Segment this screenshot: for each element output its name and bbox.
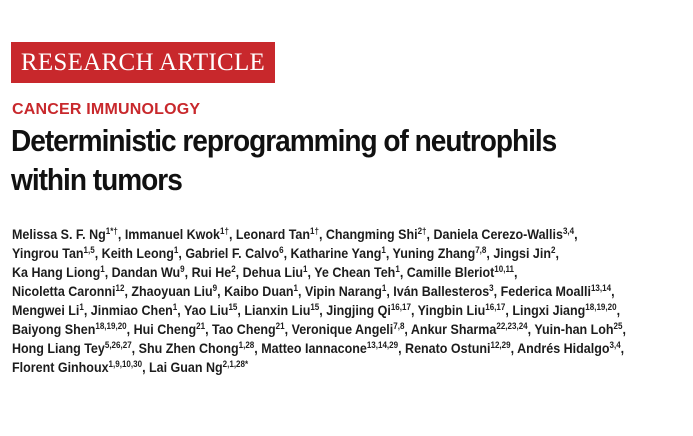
author bbox=[236, 226, 326, 242]
author-affiliation-marker: 3 bbox=[489, 283, 494, 293]
author-name: Melissa S. F. Ng bbox=[12, 226, 106, 242]
author bbox=[418, 302, 513, 318]
author-affiliation-marker: 12,29 bbox=[490, 340, 511, 350]
author bbox=[305, 283, 393, 299]
author-line bbox=[12, 225, 677, 244]
author-name: Zhaoyuan Liu bbox=[131, 283, 213, 299]
author-separator: , bbox=[398, 340, 406, 356]
author bbox=[91, 302, 184, 318]
author-affiliation-marker: 9 bbox=[180, 264, 185, 274]
author bbox=[12, 359, 149, 375]
author bbox=[12, 245, 102, 261]
author-separator: , bbox=[104, 264, 112, 280]
author bbox=[326, 302, 417, 318]
author-separator: , bbox=[83, 302, 91, 318]
author-name: Keith Leong bbox=[101, 245, 174, 261]
author-name: Daniela Cerezo-Wallis bbox=[433, 226, 563, 242]
author-separator: , bbox=[298, 283, 305, 299]
author-name: Federica Moalli bbox=[500, 283, 591, 299]
author-affiliation-marker: 6 bbox=[279, 245, 284, 255]
author-affiliation-marker: 1 bbox=[173, 245, 179, 255]
author-affiliation-marker: 3,4 bbox=[562, 226, 575, 236]
author-list bbox=[12, 225, 677, 377]
author-name: Leonard Tan bbox=[235, 226, 310, 242]
author bbox=[12, 302, 91, 318]
author bbox=[291, 245, 393, 261]
author-name: Rui He bbox=[191, 264, 232, 280]
author-affiliation-marker: 12 bbox=[115, 283, 125, 293]
author-affiliation-marker: 7,8 bbox=[393, 321, 405, 331]
author bbox=[512, 302, 620, 318]
author-separator: , bbox=[513, 264, 518, 280]
author-name: Yuning Zhang bbox=[392, 245, 476, 261]
author-separator: , bbox=[283, 245, 291, 261]
author-name: Mengwei Li bbox=[12, 302, 80, 318]
author-affiliation-marker: 10,11 bbox=[494, 264, 514, 274]
author-separator: , bbox=[178, 245, 186, 261]
author-name: Vipin Narang bbox=[304, 283, 382, 299]
author-line bbox=[12, 282, 677, 301]
author-name: Shu Zhen Chong bbox=[138, 340, 239, 356]
author-separator: , bbox=[131, 340, 139, 356]
author-separator: , bbox=[611, 283, 615, 299]
author bbox=[501, 283, 615, 299]
author-affiliation-marker: 9 bbox=[212, 283, 218, 293]
author-separator: , bbox=[620, 340, 625, 356]
author bbox=[393, 283, 500, 299]
author bbox=[212, 321, 292, 337]
article-title bbox=[11, 122, 618, 200]
author bbox=[314, 264, 406, 280]
author bbox=[12, 264, 112, 280]
author-affiliation-marker: 3,4 bbox=[609, 340, 621, 350]
author-affiliation-marker: 1 bbox=[79, 302, 84, 312]
author-affiliation-marker: 1 bbox=[381, 245, 386, 255]
author-separator: , bbox=[237, 302, 245, 318]
author bbox=[185, 245, 290, 261]
author-line bbox=[12, 320, 677, 339]
author bbox=[12, 283, 131, 299]
author bbox=[12, 226, 125, 242]
author-separator: , bbox=[616, 302, 621, 318]
author-affiliation-marker: 1,9,10,30 bbox=[108, 359, 143, 369]
author-name: Kaibo Duan bbox=[224, 283, 294, 299]
author-affiliation-marker: 21 bbox=[275, 321, 285, 331]
author-separator: , bbox=[318, 226, 326, 242]
author-separator: , bbox=[410, 302, 418, 318]
author-name: Camille Bleriot bbox=[406, 264, 495, 280]
author-name: Tao Cheng bbox=[212, 321, 276, 337]
author-affiliation-marker: 1 bbox=[303, 264, 308, 274]
author-affiliation-marker: 21 bbox=[196, 321, 206, 331]
author-separator: , bbox=[235, 264, 243, 280]
author-separator: , bbox=[426, 226, 434, 242]
title-line: within tumors bbox=[11, 163, 182, 197]
author-separator: , bbox=[386, 283, 394, 299]
author-name: Jingjing Qi bbox=[326, 302, 391, 318]
author bbox=[433, 226, 577, 242]
author bbox=[292, 321, 411, 337]
author-affiliation-marker: 2,1,28* bbox=[222, 359, 249, 369]
author bbox=[326, 226, 434, 242]
author-name: Gabriel F. Calvo bbox=[185, 245, 280, 261]
author-affiliation-marker: 22,23,24 bbox=[496, 321, 528, 331]
author-affiliation-marker: 25 bbox=[613, 321, 623, 331]
author-name: Dehua Liu bbox=[242, 264, 304, 280]
author-name: Lianxin Liu bbox=[244, 302, 311, 318]
author-name: Lai Guan Ng bbox=[149, 359, 223, 375]
author-line bbox=[12, 244, 677, 263]
author-line bbox=[12, 263, 677, 282]
author bbox=[407, 264, 518, 280]
author-affiliation-marker: 1*† bbox=[105, 226, 118, 236]
author-name: Yingrou Tan bbox=[12, 245, 84, 261]
author bbox=[244, 302, 326, 318]
author-affiliation-marker: 2 bbox=[231, 264, 236, 274]
author-separator: , bbox=[94, 245, 102, 261]
author-separator: , bbox=[399, 264, 407, 280]
author-separator: , bbox=[493, 283, 501, 299]
author-affiliation-marker: 7,8 bbox=[475, 245, 487, 255]
author-separator: , bbox=[184, 264, 192, 280]
author-separator: , bbox=[385, 245, 393, 261]
author-affiliation-marker: 1 bbox=[395, 264, 400, 274]
author bbox=[131, 283, 224, 299]
author-name: Dandan Wu bbox=[111, 264, 181, 280]
author-line bbox=[12, 358, 677, 377]
author-separator: , bbox=[217, 283, 225, 299]
author bbox=[411, 321, 534, 337]
article-type-banner: RESEARCH ARTICLE bbox=[11, 42, 275, 83]
author bbox=[243, 264, 315, 280]
author bbox=[112, 264, 192, 280]
author-name: Matteo Iannacone bbox=[261, 340, 367, 356]
author bbox=[102, 245, 186, 261]
author-affiliation-marker: 1† bbox=[309, 226, 319, 236]
author-affiliation-marker: 15 bbox=[228, 302, 238, 312]
section-label: CANCER IMMUNOLOGY bbox=[12, 101, 201, 118]
author-separator: , bbox=[404, 321, 411, 337]
author-affiliation-marker: 2† bbox=[417, 226, 427, 236]
author-name: Changming Shi bbox=[325, 226, 418, 242]
author-name: Iván Ballesteros bbox=[393, 283, 490, 299]
author-name: Ka Hang Liong bbox=[12, 264, 101, 280]
author bbox=[493, 245, 559, 261]
author-separator: , bbox=[228, 226, 236, 242]
author-name: Yingbin Liu bbox=[417, 302, 486, 318]
author bbox=[149, 359, 248, 375]
author-separator: , bbox=[486, 245, 494, 261]
author bbox=[139, 340, 262, 356]
author-separator: , bbox=[205, 321, 213, 337]
author-separator: , bbox=[126, 321, 134, 337]
author-affiliation-marker: 16,17 bbox=[390, 302, 411, 312]
author-separator: , bbox=[319, 302, 327, 318]
author-name: Jinmiao Chen bbox=[90, 302, 173, 318]
author-separator: , bbox=[254, 340, 262, 356]
author-name: Baiyong Shen bbox=[12, 321, 96, 337]
author-separator: , bbox=[527, 321, 535, 337]
author-name: Veronique Angeli bbox=[291, 321, 394, 337]
author-affiliation-marker: 1 bbox=[381, 283, 387, 293]
author-name: Immanuel Kwok bbox=[124, 226, 221, 242]
author bbox=[12, 340, 139, 356]
author-name: Hui Cheng bbox=[133, 321, 197, 337]
author-affiliation-marker: 13,14 bbox=[590, 283, 612, 293]
author-name: Katharine Yang bbox=[290, 245, 382, 261]
author-affiliation-marker: 1,28 bbox=[238, 340, 255, 350]
author-separator: , bbox=[117, 226, 125, 242]
author bbox=[224, 283, 305, 299]
author-separator: , bbox=[142, 359, 150, 375]
author-name: Florent Ginhoux bbox=[12, 359, 109, 375]
author-name: Ye Chean Teh bbox=[314, 264, 396, 280]
author-affiliation-marker: 5,26,27 bbox=[104, 340, 132, 350]
author bbox=[125, 226, 236, 242]
author-separator: , bbox=[177, 302, 184, 318]
author-name: Yuin-han Loh bbox=[534, 321, 614, 337]
author bbox=[534, 321, 626, 337]
author-name: Nicoletta Caronni bbox=[12, 283, 116, 299]
author-affiliation-marker: 15 bbox=[310, 302, 320, 312]
author-name: Jingsi Jin bbox=[493, 245, 551, 261]
author-line bbox=[12, 301, 677, 320]
author-affiliation-marker: 1 bbox=[172, 302, 178, 312]
author-name: Lingxi Jiang bbox=[512, 302, 586, 318]
author-separator: , bbox=[574, 226, 578, 242]
author-name: Andrés Hidalgo bbox=[517, 340, 610, 356]
author-affiliation-marker: 16,17 bbox=[485, 302, 506, 312]
author-affiliation-marker: 18,19,20 bbox=[585, 302, 617, 312]
author-affiliation-marker: 1,5 bbox=[83, 245, 95, 255]
author-separator: , bbox=[510, 340, 518, 356]
author-separator: , bbox=[555, 245, 559, 261]
author-name: Hong Liang Tey bbox=[12, 340, 105, 356]
author-name: Renato Ostuni bbox=[405, 340, 491, 356]
author-line bbox=[12, 339, 677, 358]
author-separator: , bbox=[622, 321, 626, 337]
author-affiliation-marker: 1† bbox=[220, 226, 229, 236]
author bbox=[517, 340, 624, 356]
author-affiliation-marker: 13,14,29 bbox=[366, 340, 399, 350]
title-line: Deterministic reprogramming of neutrophils bbox=[11, 124, 557, 158]
author bbox=[184, 302, 244, 318]
author-name: Ankur Sharma bbox=[410, 321, 497, 337]
author-affiliation-marker: 1 bbox=[100, 264, 105, 274]
author-separator: , bbox=[307, 264, 315, 280]
author bbox=[405, 340, 517, 356]
author bbox=[12, 321, 134, 337]
author bbox=[192, 264, 243, 280]
author-name: Yao Liu bbox=[183, 302, 229, 318]
author-affiliation-marker: 1 bbox=[293, 283, 299, 293]
author-affiliation-marker: 2 bbox=[550, 245, 556, 255]
author-separator: , bbox=[505, 302, 513, 318]
author-separator: , bbox=[124, 283, 132, 299]
author bbox=[393, 245, 494, 261]
author-separator: , bbox=[284, 321, 292, 337]
author-affiliation-marker: 18,19,20 bbox=[95, 321, 127, 331]
author bbox=[134, 321, 212, 337]
author bbox=[261, 340, 405, 356]
